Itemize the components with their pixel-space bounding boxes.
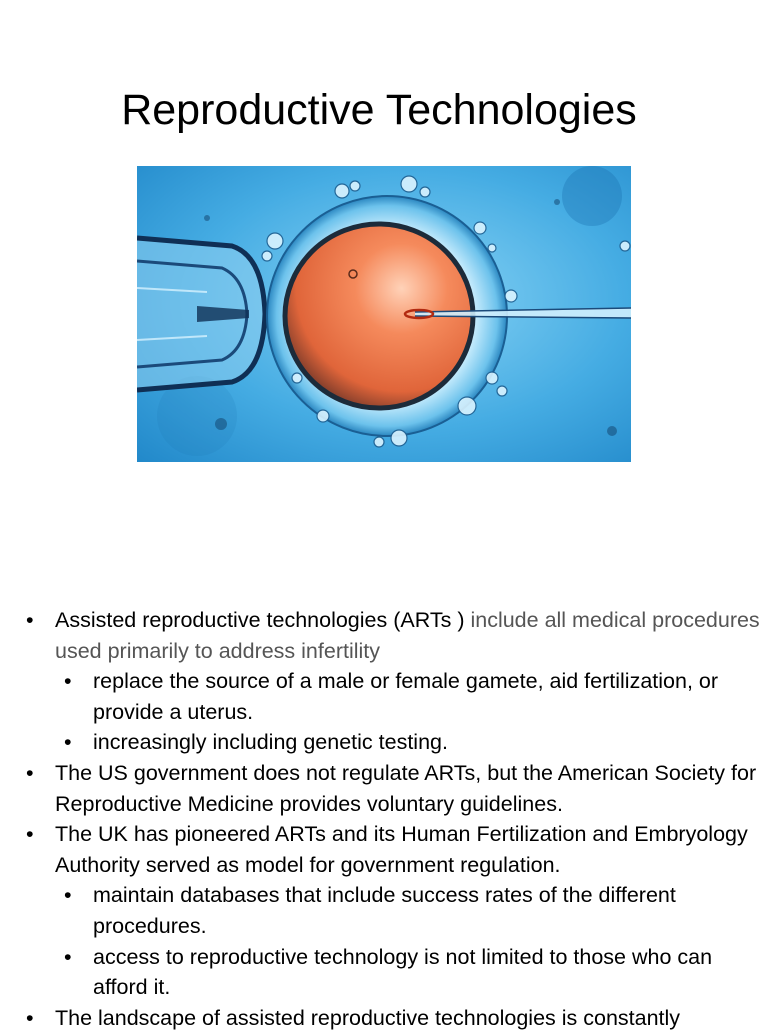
bullet-success-rates: • maintain databases that include success rates of the different procedures. — [0, 880, 768, 941]
bullet-text: Assisted reproductive technologies (ARTs ) — [55, 608, 471, 632]
bullet-access: • access to reproductive technology is not limited to those who can afford it. — [0, 942, 768, 1003]
bullet-secondary-text: include all medical procedures used primarily to address infertility — [55, 608, 760, 663]
bullet-arts-definition — [0, 605, 768, 666]
bullet-landscape: • The landscape of assisted reproductive technologies is constantly — [0, 1003, 768, 1033]
slide-title: Reproductive Technologies — [121, 86, 637, 134]
bullet-genetic-testing: • increasingly including genetic testing. — [0, 727, 768, 758]
bullet-uk-regulation: • The UK has pioneered ARTs and its Human Fertilization and Embryology Authority served as model for government regulation. — [0, 819, 768, 880]
bullet-gamete-replacement: • replace the source of a male or female gamete, aid fertilization, or provide a uterus. — [0, 666, 768, 727]
bullet-us-regulation: • The US government does not regulate ARTs, but the American Society for Reproductive Medicine provides voluntary guidelines. — [0, 758, 768, 819]
bullet-list — [0, 605, 768, 1033]
ivf-microinjection-illustration-icon — [137, 166, 631, 462]
ivf-microinjection-image — [137, 166, 631, 462]
